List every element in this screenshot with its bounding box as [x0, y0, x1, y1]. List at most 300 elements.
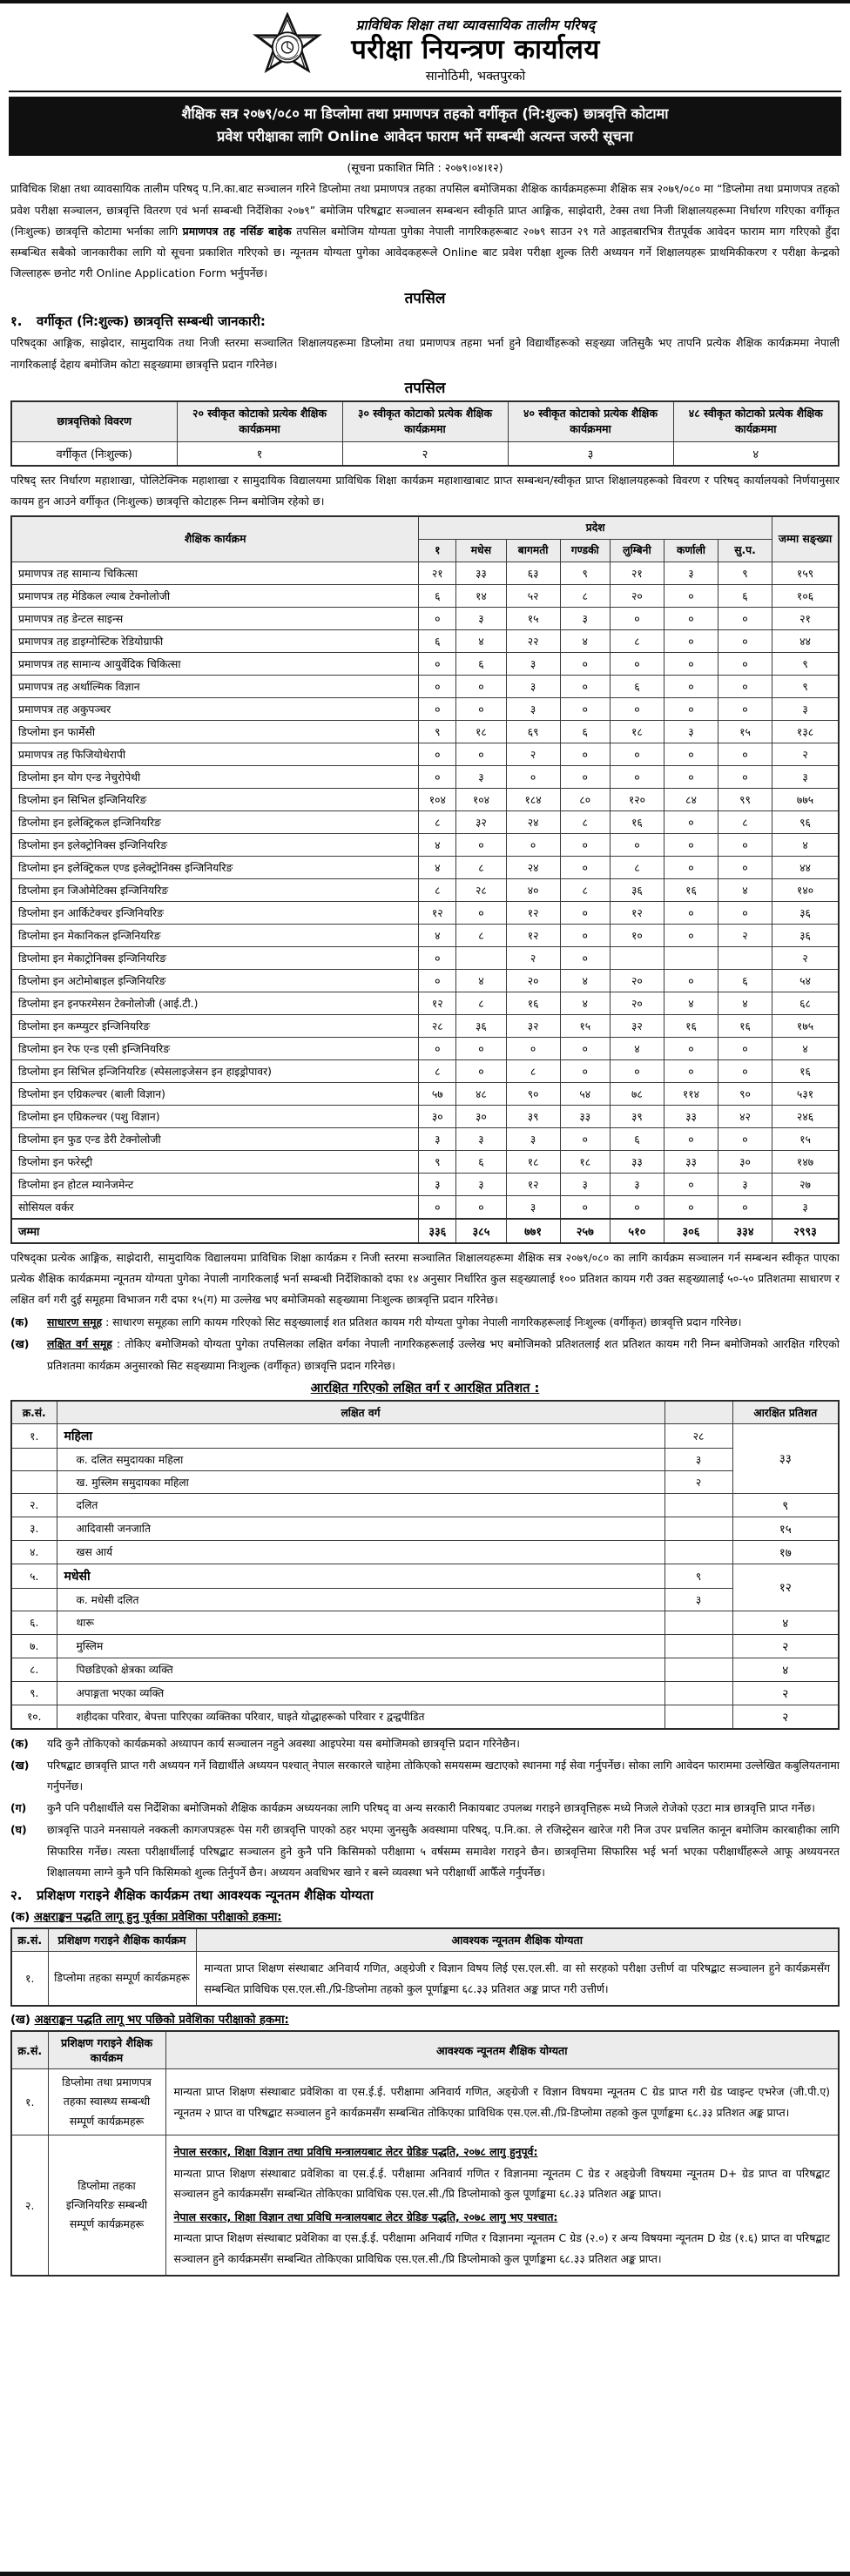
- program-province-value: ३: [560, 1173, 610, 1195]
- program-table-row: [11, 743, 839, 765]
- qual-b-requirement-1: मान्यता प्राप्त शिक्षण संस्थाबाट प्रवेशिका वा एस.ई.ई. परीक्षामा अनिवार्य गणित, अङ्ग्रेजी र विज्ञान विषयमा न्यूनतम C ग्रेड प्राप्त गरी ग्रेड प्वाइन्ट एभरेज (जी.पी.ए) न्यूनतम २ प्राप्त वा परिषद्बाट सञ्चालन हुने कार्यक्रमसँग सम्बन्धित तोकिएका प्राविधिक एस.एल.सी./प्रि-डिप्लोमा तहको कुल पूर्णाङ्कमा ६८.३३ प्रतिशत अङ्क प्राप्त।: [165, 2069, 839, 2135]
- program-table-total-row: [11, 1219, 839, 1243]
- quota-table-row: [11, 442, 839, 467]
- program-province-value: ०: [419, 969, 456, 992]
- program-province-value: ०: [664, 1173, 718, 1195]
- program-province-value: ८: [560, 810, 610, 833]
- program-province-value: ०: [718, 652, 772, 675]
- program-province-value: ४२: [718, 1105, 772, 1127]
- program-province-value: ५२: [506, 584, 560, 607]
- program-province-value: ०: [610, 1059, 664, 1082]
- qual-b-subhead-2: नेपाल सरकार, शिक्षा विज्ञान तथा प्रविधि मन्त्रालयबाट लेटर ग्रेडिङ पद्धति, २०७८ लागु भए पश्चात:: [173, 2209, 558, 2223]
- program-province-value: ०: [718, 697, 772, 720]
- program-total: १०६: [772, 584, 839, 607]
- program-table-row: [11, 1082, 839, 1105]
- program-name: प्रमाणपत्र तह फिजियोथेरापी: [11, 743, 419, 765]
- program-province-value: ०: [560, 1059, 610, 1082]
- program-name: डिप्लोमा इन इनफरमेसन टेक्नोलोजी (आई.टी.): [11, 992, 419, 1014]
- program-province-value: ०: [610, 833, 664, 856]
- program-province-value: ४: [718, 878, 772, 901]
- program-province-value: ०: [506, 833, 560, 856]
- program-col-total: जम्मा सङ्ख्या: [772, 516, 839, 562]
- note-text: यदि कुनै तोकिएको कार्यक्रमको अध्यापन कार्य सञ्चालन नहुने अवस्था आइपरेमा यस बमोजिमको छात्रवृत्ति प्रदान गरिनेछैन।: [47, 1736, 520, 1750]
- program-table-row: [11, 901, 839, 924]
- program-province-value: २१: [610, 562, 664, 584]
- program-province-value: ८: [610, 856, 664, 878]
- qual-a-col-requirement: आवश्यक न्यूनतम शैक्षिक योग्यता: [196, 1928, 839, 1952]
- program-table-row: [11, 607, 839, 629]
- program-table-row: [11, 652, 839, 675]
- program-name: डिप्लोमा इन इलेक्ट्रोनिक्स इन्जिनियरिङ: [11, 833, 419, 856]
- qual-b-col-program: प्रशिक्षण गराइने शैक्षिक कार्यक्रम: [48, 2031, 165, 2069]
- qual-b-sn-1: १.: [11, 2069, 48, 2135]
- program-province-value: ९: [718, 562, 772, 584]
- reservation-percent: १७: [732, 1540, 839, 1564]
- program-name: डिप्लोमा इन योग एन्ड नेचुरोपेथी: [11, 765, 419, 788]
- program-total: ४४: [772, 629, 839, 652]
- program-name: प्रमाणपत्र तह सामान्य आयुर्वेदिक चिकित्सा: [11, 652, 419, 675]
- masthead: [9, 3, 841, 92]
- program-province-value: ३३: [610, 1150, 664, 1173]
- program-province-value: ८: [506, 1059, 560, 1082]
- reservation-percent: २: [732, 1705, 839, 1729]
- program-name: डिप्लोमा इन फार्मेसी: [11, 720, 419, 743]
- reservation-class: अपाङ्गता भएका व्यक्ति: [57, 1681, 664, 1705]
- program-col-name: शैक्षिक कार्यक्रम: [11, 516, 419, 562]
- program-total: २४६: [772, 1105, 839, 1127]
- qual-b-program-1: डिप्लोमा तथा प्रमाणपत्र तहका स्वास्थ्य सम्बन्धी सम्पूर्ण कार्यक्रमहरू: [48, 2069, 165, 2135]
- program-province-value: ०: [718, 1195, 772, 1219]
- program-table-row: [11, 1105, 839, 1127]
- program-province-value: १५: [506, 607, 560, 629]
- reservation-row: [11, 1448, 839, 1470]
- program-total: १५: [772, 1127, 839, 1150]
- program-name: डिप्लोमा इन सिभिल इन्जिनियरिङ (स्पेसलाइजेसन इन हाइड्रोपावर): [11, 1059, 419, 1082]
- program-province-value: ०: [718, 743, 772, 765]
- program-province-value: ४०: [506, 878, 560, 901]
- quota-col-48: ४८ स्वीकृत कोटाको प्रत्येक शैक्षिक कार्यक्रममा: [673, 401, 839, 442]
- province-header-1: १: [419, 539, 456, 562]
- program-province-value: २०: [610, 584, 664, 607]
- province-header-gandaki: गण्डकी: [560, 539, 610, 562]
- program-table-row: [11, 788, 839, 810]
- reservation-row: [11, 1540, 839, 1564]
- program-province-value: ०: [718, 1037, 772, 1059]
- program-table-body: [11, 562, 839, 1243]
- program-province-value: ०: [419, 1195, 456, 1219]
- program-province-value: २८: [456, 878, 506, 901]
- reservation-count: [664, 1681, 732, 1705]
- program-province-value: ४: [718, 992, 772, 1014]
- reservation-count: ३: [664, 1448, 732, 1470]
- note-text: कुनै पनि परीक्षार्थीले यस निर्देशिका बमोजिमको शैक्षिक कार्यक्रम अध्ययनका लागि परिषद् वा अन्य सरकारी निकायबाट उपलब्ध गराइने छात्रवृत्तिहरू मध्ये निजले रोजेको एउटा मात्र छात्रवृत्ति प्राप्त गर्नेछ।: [47, 1801, 815, 1815]
- program-province-value: २१: [419, 562, 456, 584]
- program-province-value: ०: [560, 1037, 610, 1059]
- program-total: १५९: [772, 562, 839, 584]
- program-table-row: [11, 992, 839, 1014]
- program-name: डिप्लोमा इन आर्किटेक्चर इन्जिनियरिङ: [11, 901, 419, 924]
- intro-bold-phrase: प्रमाणपत्र तह नर्सिङ बाहेक: [182, 224, 292, 238]
- program-province-value: ३: [456, 1127, 506, 1150]
- reservation-count: २: [664, 1470, 732, 1493]
- program-table-row: [11, 584, 839, 607]
- program-province-value: ०: [610, 765, 664, 788]
- program-province-value: ३३: [664, 1105, 718, 1127]
- reservation-class: मुस्लिम: [57, 1634, 664, 1658]
- qual-b-subhead-1: नेपाल सरकार, शिक्षा विज्ञान तथा प्रविधि मन्त्रालयबाट लेटर ग्रेडिङ पद्धति, २०७८ लागु हुनुपूर्व:: [173, 2145, 538, 2159]
- program-province-value: १२: [506, 924, 560, 946]
- group-head-kha: लक्षित वर्ग समूह: [47, 1337, 112, 1351]
- reservation-percent: १५: [732, 1517, 839, 1540]
- qualification-table-b: [10, 2030, 840, 2277]
- group-marker-ka: (क): [10, 1315, 29, 1329]
- note-item: [10, 1819, 840, 1883]
- reservation-sn: ९.: [11, 1681, 57, 1705]
- program-province-value: १२: [419, 901, 456, 924]
- program-table-row: [11, 924, 839, 946]
- quota-col-20: २० स्वीकृत कोटाको प्रत्येक शैक्षिक कार्यक्रममा: [177, 401, 342, 442]
- program-province-value: ०: [664, 833, 718, 856]
- group-list: [10, 1312, 840, 1376]
- reservation-class: दलित: [57, 1493, 664, 1517]
- program-province-value: २४: [506, 810, 560, 833]
- organization-titles: [351, 15, 599, 84]
- program-province-value: ३: [506, 1127, 560, 1150]
- program-name: डिप्लोमा इन एग्रिकल्चर (पशु विज्ञान): [11, 1105, 419, 1127]
- quota-row-v20: १: [177, 442, 342, 467]
- program-province-value: ३६: [610, 878, 664, 901]
- reservation-count: [664, 1658, 732, 1681]
- reservation-sn: १०.: [11, 1705, 57, 1729]
- program-table-row: [11, 1195, 839, 1219]
- program-province-value: ०: [610, 743, 664, 765]
- reservation-sn: ८.: [11, 1658, 57, 1681]
- program-table-row: [11, 1037, 839, 1059]
- program-province-value: ०: [610, 1195, 664, 1219]
- program-quota-table: [10, 515, 840, 1243]
- program-province-value: ३२: [506, 1014, 560, 1037]
- program-table-row: [11, 629, 839, 652]
- program-province-value: २०: [610, 992, 664, 1014]
- program-name: डिप्लोमा इन मेकाट्रोनिक्स इन्जिनियरिङ: [11, 946, 419, 969]
- qual-b-requirement-2: [165, 2135, 839, 2277]
- ctevt-emblem-icon: [250, 12, 325, 87]
- program-province-value: ६: [718, 969, 772, 992]
- program-province-value: १६: [664, 1014, 718, 1037]
- group-item-ka: [10, 1312, 840, 1333]
- note-marker: (ख): [10, 1758, 30, 1772]
- program-total: २७: [772, 1173, 839, 1195]
- program-total: ९: [772, 675, 839, 697]
- quota-table: [10, 400, 840, 467]
- program-total-province: ७७१: [506, 1219, 560, 1243]
- program-province-value: ४: [664, 992, 718, 1014]
- reservation-row: [11, 1658, 839, 1681]
- program-province-value: ९९: [718, 788, 772, 810]
- reservation-class: मधेसी: [57, 1564, 664, 1588]
- program-province-value: ५४: [560, 1082, 610, 1105]
- program-province-value: ०: [419, 946, 456, 969]
- program-total: २: [772, 743, 839, 765]
- program-province-value: ०: [610, 652, 664, 675]
- program-table-row: [11, 720, 839, 743]
- program-total: ४: [772, 833, 839, 856]
- program-province-value: १६: [506, 992, 560, 1014]
- program-province-value: ४: [560, 629, 610, 652]
- program-province-value: ४: [560, 992, 610, 1014]
- program-province-value: ७८: [610, 1082, 664, 1105]
- reservation-percent: ९: [732, 1493, 839, 1517]
- program-table-row: [11, 675, 839, 697]
- program-total: १४७: [772, 1150, 839, 1173]
- program-name: प्रमाणपत्र तह अकुपञ्चर: [11, 697, 419, 720]
- reservation-col-sn: क्र.सं.: [11, 1401, 57, 1424]
- program-province-value: ०: [664, 607, 718, 629]
- qual-b-text-1: मान्यता प्राप्त शिक्षण संस्थाबाट प्रवेशिका वा एस.ई.ई. परीक्षामा अनिवार्य गणित र विज्ञानमा न्यूनतम C ग्रेड र अङ्ग्रेजी विषयमा न्यूनतम D+ ग्रेड प्राप्त वा परिषद्बाट सञ्चालन हुने कार्यक्रमसँग सम्बन्धित तोकिएका प्राविधिक एस.एल.सी./प्रि डिप्लोमाको कुल पूर्णाङ्कमा ६८.३३ प्रतिशत अङ्क प्राप्त।: [173, 2166, 830, 2201]
- program-name: प्रमाणपत्र तह मेडिकल ल्याब टेक्नोलोजी: [11, 584, 419, 607]
- section-1-paragraph: परिषद्का आङ्गिक, साझेदार, सामुदायिक तथा निजी स्तरमा सञ्चालित शिक्षालयहरूमा डिप्लोमा तथा प्रमाणपत्र तहमा भर्ना हुने विद्यार्थीहरूको सङ्ख्या जतिसुकै भए तापनि प्रत्येक शैक्षिक कार्यक्रममा नेपाली नागरिकलाई देहाय बमोजिम कोटा सङ्ख्यामा छात्रवृत्ति प्रदान गरिनेछ।: [10, 336, 840, 371]
- province-header-madhesh: मधेस: [456, 539, 506, 562]
- program-province-value: ०: [664, 765, 718, 788]
- program-province-value: ०: [664, 901, 718, 924]
- reservation-row: [11, 1634, 839, 1658]
- program-table-row: [11, 946, 839, 969]
- program-province-value: १८४: [506, 788, 560, 810]
- sub-b-text: अक्षराङ्कन पद्धति लागू भए पछिको प्रवेशिका परीक्षाको हकमा:: [34, 2014, 289, 2028]
- program-name: प्रमाणपत्र तह अर्थाल्मिक विज्ञान: [11, 675, 419, 697]
- reservation-sn: ७.: [11, 1634, 57, 1658]
- program-province-value: ८: [718, 810, 772, 833]
- program-province-value: ६: [419, 629, 456, 652]
- program-province-value: ३: [560, 607, 610, 629]
- program-province-value: ११४: [664, 1082, 718, 1105]
- section-1-number: १.: [10, 313, 23, 330]
- section-2-title: प्रशिक्षण गराइने शैक्षिक कार्यक्रम तथा आवश्यक न्यूनतम शैक्षिक योग्यता: [37, 1887, 374, 1903]
- program-province-value: २: [506, 743, 560, 765]
- program-province-value: ६९: [506, 720, 560, 743]
- note-text: परिषद्बाट छात्रवृत्ति प्राप्त गरी अध्ययन गर्ने विद्यार्थीले अध्ययन पश्चात् नेपाल सरकारले चाहेमा तोकिएको समयसम्म खटाएको स्थानमा गई सेवा गर्नुपर्नेछ। सोका लागि आवेदन फाराममा उल्लेखित कबुलियतनामा गर्नुपर्नेछ।: [47, 1758, 840, 1793]
- quota-col-desc: छात्रवृत्तिको विवरण: [11, 401, 177, 442]
- note-marker: (क): [10, 1736, 29, 1750]
- program-province-value: ०: [506, 765, 560, 788]
- reservation-class: क. दलित समुदायका महिला: [57, 1448, 664, 1470]
- reservation-count: २८: [664, 1423, 732, 1448]
- program-total: ३: [772, 697, 839, 720]
- program-province-value: ०: [664, 584, 718, 607]
- program-province-value: ९: [419, 720, 456, 743]
- program-province-value: ०: [456, 675, 506, 697]
- program-total: १४०: [772, 878, 839, 901]
- program-province-value: ०: [664, 743, 718, 765]
- program-province-value: १२०: [610, 788, 664, 810]
- qual-b-col-requirement: आवश्यक न्यूनतम शैक्षिक योग्यता: [165, 2031, 839, 2069]
- reservation-row: [11, 1681, 839, 1705]
- program-name: डिप्लोमा इन सिभिल इन्जिनियरिङ: [11, 788, 419, 810]
- tapasil-heading-2: तपसिल: [404, 379, 446, 397]
- program-province-value: १६: [664, 878, 718, 901]
- reservation-count: ३: [664, 1588, 732, 1611]
- program-table-row: [11, 1127, 839, 1150]
- program-province-value: ६: [718, 584, 772, 607]
- program-total-province: ३३४: [718, 1219, 772, 1243]
- section-2-number: २.: [10, 1887, 23, 1903]
- program-province-value: ०: [560, 901, 610, 924]
- reservation-sn: [11, 1448, 57, 1470]
- reservation-sn: २.: [11, 1493, 57, 1517]
- program-table-row: [11, 697, 839, 720]
- qual-b-text-2: मान्यता प्राप्त शिक्षण संस्थाबाट प्रवेशिका वा एस.ई.ई. परीक्षामा अनिवार्य गणित र विज्ञानमा न्यूनतम C ग्रेड (२.०) र अन्य विषयमा न्यूनतम D ग्रेड (१.६) प्राप्त वा परिषद्बाट सञ्चालन हुने कार्यक्रमसँग सम्बन्धित तोकिएका प्राविधिक एस.एल.सी./प्रि डिप्लोमाको कुल पूर्णाङ्कमा ६८.३३ प्रतिशत अङ्क प्राप्त।: [173, 2231, 830, 2265]
- program-total-province: ५१०: [610, 1219, 664, 1243]
- program-province-value: १४: [456, 584, 506, 607]
- program-province-value: ०: [664, 1127, 718, 1150]
- program-province-value: ०: [419, 765, 456, 788]
- program-province-value: ६: [456, 652, 506, 675]
- program-province-value: ०: [718, 1059, 772, 1082]
- group-body-ka: : साधारण समूहका लागि कायम गरिएको सिट सङ्ख्यालाई शत प्रतिशत कायम गरी योग्यता पुगेका नेपाली नागरिकहरूलाई निःशुल्क (वर्गीकृत) छात्रवृत्ति प्रदान गरिनेछ।: [102, 1315, 742, 1329]
- program-province-value: [610, 946, 664, 969]
- program-province-value: ३: [506, 675, 560, 697]
- province-header-karnali: कर्णाली: [664, 539, 718, 562]
- program-province-value: ३०: [419, 1105, 456, 1127]
- reservation-class: महिला: [57, 1423, 664, 1448]
- reservation-title: आरक्षित गरिएको लक्षित वर्ग र आरक्षित प्रतिशत :: [310, 1380, 540, 1396]
- program-province-value: २: [506, 946, 560, 969]
- sub-a-marker: (क): [10, 1911, 30, 1924]
- program-table-row: [11, 856, 839, 878]
- program-province-value: ३: [664, 720, 718, 743]
- reservation-count: [664, 1705, 732, 1729]
- program-province-value: ०: [718, 607, 772, 629]
- program-province-value: १२: [506, 1173, 560, 1195]
- reservation-row: [11, 1564, 839, 1588]
- province-header-bagmati: बागमती: [506, 539, 560, 562]
- program-province-value: ३९: [506, 1105, 560, 1127]
- reservation-row: [11, 1611, 839, 1634]
- program-province-value: ०: [664, 1195, 718, 1219]
- reservation-header-row: [11, 1401, 839, 1424]
- program-province-value: ०: [560, 1127, 610, 1150]
- note-marker: (ग): [10, 1801, 27, 1815]
- program-province-value: ०: [664, 1037, 718, 1059]
- program-province-value: ६: [456, 1150, 506, 1173]
- program-name: डिप्लोमा इन होटल म्यानेजमेन्ट: [11, 1173, 419, 1195]
- reservation-class: खस आर्य: [57, 1540, 664, 1564]
- program-province-value: ४८: [456, 1082, 506, 1105]
- program-province-value: ३२: [610, 1014, 664, 1037]
- qual-a-sn: १.: [11, 1952, 48, 2007]
- reservation-table: [10, 1400, 840, 1730]
- section-2-heading: [10, 1887, 840, 1904]
- program-col-pradesh: प्रदेश: [419, 516, 772, 539]
- reservation-class: पिछडिएको क्षेत्रका व्यक्ति: [57, 1658, 664, 1681]
- program-total: ९: [772, 652, 839, 675]
- program-province-value: ०: [560, 833, 610, 856]
- program-table-row: [11, 878, 839, 901]
- org-name-office: परीक्षा नियन्त्रण कार्यालय: [351, 34, 600, 66]
- program-total-province: ३३६: [419, 1219, 456, 1243]
- program-province-value: ३: [610, 1173, 664, 1195]
- program-name: डिप्लोमा इन मेकानिकल इन्जिनियरिङ: [11, 924, 419, 946]
- reservation-count: [664, 1540, 732, 1564]
- program-province-value: ३०: [456, 1105, 506, 1127]
- program-province-value: १२: [610, 901, 664, 924]
- program-table-row: [11, 562, 839, 584]
- reservation-table-body: [11, 1423, 839, 1729]
- program-province-value: ०: [419, 1037, 456, 1059]
- program-total-province: ३०६: [664, 1219, 718, 1243]
- program-province-value: ३३: [456, 562, 506, 584]
- program-name: प्रमाणपत्र तह डेन्टल साइन्स: [11, 607, 419, 629]
- program-total-province: २५७: [560, 1219, 610, 1243]
- program-province-value: ०: [718, 1127, 772, 1150]
- program-province-value: ०: [560, 697, 610, 720]
- reservation-class: आदिवासी जनजाति: [57, 1517, 664, 1540]
- reservation-percent: ४: [732, 1658, 839, 1681]
- reservation-row: [11, 1423, 839, 1448]
- program-province-value: ०: [610, 607, 664, 629]
- province-header-sudurpaschim: सु.प.: [718, 539, 772, 562]
- program-total: ७७५: [772, 788, 839, 810]
- program-province-value: ३: [506, 1195, 560, 1219]
- program-province-value: ०: [664, 969, 718, 992]
- program-province-value: ३: [456, 607, 506, 629]
- program-province-value: ६: [610, 1127, 664, 1150]
- program-total: ४: [772, 1037, 839, 1059]
- program-province-value: ३३: [560, 1105, 610, 1127]
- group-body-kha: : तोकिए बमोजिमको योग्यता पुगेका तपसिलका लक्षित वर्गका नेपाली नागरिकहरूलाई उल्लेख भए बमोजिमको प्रतिशतलाई शत प्रतिशत कायम गरी निम्न बमोजिमको आरक्षित गरिएको प्रतिशतमा कार्यक्रम अनुसारको सिट सङ्ख्यामा निःशुल्क (वर्गीकृत) छात्रवृत्ति प्रदान गरिनेछ।: [47, 1337, 840, 1372]
- program-province-value: ३: [419, 1127, 456, 1150]
- program-province-value: ३६: [456, 1014, 506, 1037]
- reservation-percent: २: [732, 1681, 839, 1705]
- program-province-value: ८: [560, 584, 610, 607]
- program-province-value: ८४: [664, 788, 718, 810]
- program-province-value: ०: [718, 901, 772, 924]
- qual-a-row: [11, 1952, 839, 2007]
- program-total: १६: [772, 1059, 839, 1082]
- program-province-value: २८: [419, 1014, 456, 1037]
- program-province-value: ४: [419, 856, 456, 878]
- program-province-value: ४: [456, 629, 506, 652]
- program-province-value: ९: [560, 562, 610, 584]
- program-province-value: १८: [610, 720, 664, 743]
- org-address: सानोठिमी, भक्तपुरको: [425, 69, 526, 84]
- program-total: ५३१: [772, 1082, 839, 1105]
- section-2-sub-b: [10, 2011, 840, 2027]
- program-province-value: ०: [456, 743, 506, 765]
- reservation-sn: [11, 1588, 57, 1611]
- reservation-sn: [11, 1470, 57, 1493]
- program-table-row: [11, 1014, 839, 1037]
- mid-paragraph: परिषद् स्तर निर्धारण महाशाखा, पोलिटेक्निक महाशाखा र सामुदायिक विद्यालयमा प्राविधिक शिक्षा कार्यक्रम महाशाखाबाट प्राप्त सम्बन्धन/स्वीकृत प्राप्त शिक्षालयहरूको विवरण र परिषद् कार्यालयको निर्णयानुसार कायम हुन आउने वर्गीकृत (निःशुल्क) छात्रवृत्ति कोटाहरू निम्न बमोजिम रहेको छ।: [10, 474, 840, 508]
- program-province-value: ३: [718, 1173, 772, 1195]
- reservation-sn: १.: [11, 1423, 57, 1448]
- program-province-value: ४: [419, 924, 456, 946]
- program-province-value: १८: [560, 1150, 610, 1173]
- program-table-row: [11, 969, 839, 992]
- program-province-value: ९: [419, 1150, 456, 1173]
- reservation-class: ख. मुस्लिम समुदायका महिला: [57, 1470, 664, 1493]
- program-province-value: ४: [419, 833, 456, 856]
- program-province-value: १६: [718, 1014, 772, 1037]
- qual-b-row-2: [11, 2135, 839, 2277]
- program-province-value: ४: [456, 969, 506, 992]
- program-name: डिप्लोमा इन अटोमोबाइल इन्जिनियरिङ: [11, 969, 419, 992]
- program-province-value: ४: [610, 1037, 664, 1059]
- program-province-value: १०४: [419, 788, 456, 810]
- program-table-row: [11, 1150, 839, 1173]
- program-province-value: ०: [664, 675, 718, 697]
- program-province-value: ६: [560, 720, 610, 743]
